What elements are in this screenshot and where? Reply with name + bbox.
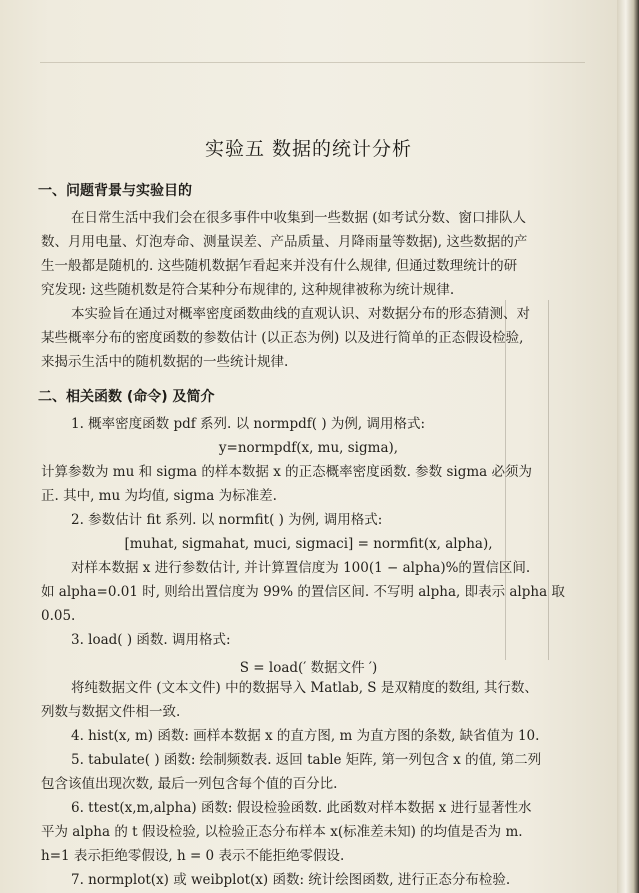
paragraph-line: 本实验旨在通过对概率密度函数曲线的直观认识、对数据分布的形态猜测、对 bbox=[71, 306, 530, 322]
formula: y=normpdf(x, mu, sigma), bbox=[218, 440, 399, 456]
item-line: 5. tabulate( ) 函数: 绘制频数表. 返回 table 矩阵, 第一列包含 x 的值, 第二列 bbox=[71, 752, 542, 768]
paragraph-line: 某些概率分布的密度函数的参数估计 (以正态为例) 以及进行简单的正态假设检验, bbox=[41, 330, 524, 346]
paragraph-line: 在日常生活中我们会在很多事件中收集到一些数据 (如考试分数、窗口排队人 bbox=[71, 210, 527, 226]
section-heading-functions: 二、相关函数 (命令) 及简介 bbox=[38, 389, 215, 405]
section-heading-background: 一、问题背景与实验目的 bbox=[38, 183, 192, 199]
item-line: 对样本数据 x 进行参数估计, 并计算置信度为 100(1 − alpha)%的置信区间. bbox=[71, 560, 531, 576]
formula: S = load(′ 数据文件 ′) bbox=[239, 660, 378, 676]
item-line: 列数与数据文件相一致. bbox=[41, 704, 181, 720]
paragraph-line: 来揭示生活中的随机数据的一些统计规律. bbox=[41, 354, 289, 370]
show-through-table-line bbox=[548, 300, 549, 660]
paragraph-line: 究发现: 这些随机数是符合某种分布规律的, 这种规律被称为统计规律. bbox=[41, 282, 455, 298]
book-spine-edge bbox=[617, 0, 639, 893]
show-through-header-rule bbox=[40, 62, 585, 63]
item-line: 4. hist(x, m) 函数: 画样本数据 x 的直方图, m 为直方图的条数, 缺省值为 10. bbox=[71, 728, 540, 744]
item-line: 将纯数据文件 (文本文件) 中的数据导入 Matlab, S 是双精度的数组, 其行数、 bbox=[71, 680, 538, 696]
formula: [muhat, sigmahat, muci, sigmaci] = normfit(x, alpha), bbox=[124, 536, 493, 552]
item-line: 6. ttest(x,m,alpha) 函数: 假设检验函数. 此函数对样本数据 x 进行显著性水 bbox=[71, 800, 532, 816]
page-title: 实验五 数据的统计分析 bbox=[204, 138, 413, 160]
paragraph-line: 生一般都是随机的. 这些随机数据乍看起来并没有什么规律, 但通过数理统计的研 bbox=[41, 258, 518, 274]
item-line: 3. load( ) 函数. 调用格式: bbox=[71, 632, 231, 648]
item-line: 平为 alpha 的 t 假设检验, 以检验正态分布样本 x(标准差未知) 的均值是否为 m. bbox=[41, 824, 523, 840]
item-line: 如 alpha=0.01 时, 则给出置信度为 99% 的置信区间. 不写明 alpha, 即表示 alpha 取 bbox=[41, 584, 565, 600]
item-line: 包含该值出现次数, 最后一列包含每个值的百分比. bbox=[41, 776, 338, 792]
item-line: 计算参数为 mu 和 sigma 的样本数据 x 的正态概率密度函数. 参数 sigma 必须为 bbox=[41, 464, 532, 480]
item-line: 2. 参数估计 fit 系列. 以 normfit( ) 为例, 调用格式: bbox=[71, 512, 383, 528]
item-line: 1. 概率密度函数 pdf 系列. 以 normpdf( ) 为例, 调用格式: bbox=[71, 416, 426, 432]
item-line: 0.05. bbox=[41, 608, 76, 624]
item-line: 正. 其中, mu 为均值, sigma 为标准差. bbox=[41, 488, 277, 504]
show-through-table-line bbox=[505, 300, 506, 660]
item-line: 7. normplot(x) 或 weibplot(x) 函数: 统计绘图函数, 进行正态分布检验. bbox=[71, 872, 511, 888]
paragraph-line: 数、月用电量、灯泡寿命、测量误差、产品质量、月降雨量等数据), 这些数据的产 bbox=[41, 234, 528, 250]
item-line: h=1 表示拒绝零假设, h = 0 表示不能拒绝零假设. bbox=[41, 848, 345, 864]
